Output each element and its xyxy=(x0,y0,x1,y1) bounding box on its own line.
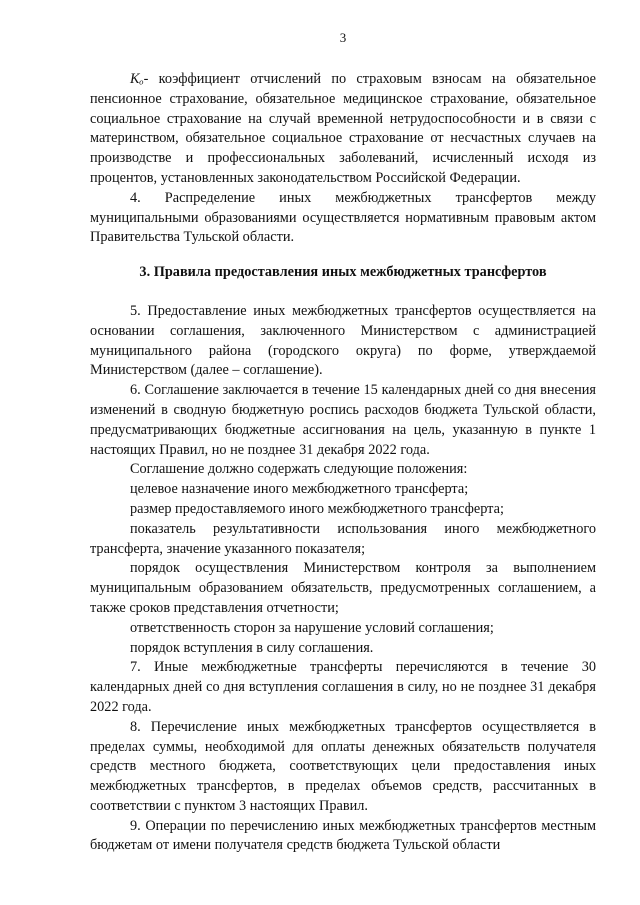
paragraph-7: 7. Иные межбюджетные трансферты перечисляются в течение 30 календарных дней со дня вступления соглашения в силу, но не позднее 31 декабря 2022 года. xyxy=(90,659,596,715)
paragraph-5: 5. Предоставление иных межбюджетных трансфертов осуществляется на основании соглашения, заключенного Министерством с администрацией муниципального района (городского округа) по форме, утверждаемой Министерством (далее – соглашение). xyxy=(90,302,596,379)
section-heading: 3. Правила предоставления иных межбюджетных трансфертов xyxy=(139,264,547,281)
paragraph-4: 4. Распределение иных межбюджетных трансфертов между муниципальными образованиями осуществляется нормативным правовым актом Правительства Тульской области. xyxy=(90,189,596,246)
paragraph-8: 8. Перечисление иных межбюджетных трансфертов осуществляется в пределах суммы, необходимой для оплаты денежных обязательств получателя средств местного бюджета, соответствующих цели предоставления иных межбюджетных трансфертов, в пределах объемов средств, рассчитанных в соответствии с пунктом 3 настоящих Правил. xyxy=(90,718,596,814)
coefficient-text: - коэффициент отчислений по страховым взносам на обязательное пенсионное страхование, обязательное медицинское страхование, обязательное социальное страхование на случай временной нетрудоспособности и в связи с материнством, обязательное социальное страхование от несчастных случаев на производстве и профессиональных заболеваний, исчисленный исходя из процентов, установленных законодательством Российской Федерации. xyxy=(90,71,596,186)
agreement-list-item: порядок вступления в силу соглашения. xyxy=(130,639,374,656)
agreement-list-intro: Соглашение должно содержать следующие положения: xyxy=(130,461,468,478)
agreement-list-item: целевое назначение иного межбюджетного трансферта; xyxy=(130,481,469,498)
document-page xyxy=(90,30,596,856)
page-number: 3 xyxy=(339,30,347,45)
agreement-list-item: показатель результативности использования иного межбюджетного трансферта, значение указанного показателя; xyxy=(90,520,596,557)
coefficient-symbol: Kₒ xyxy=(130,71,144,87)
agreement-list-item: ответственность сторон за нарушение условий соглашения; xyxy=(130,619,494,636)
agreement-list-item: размер предоставляемого иного межбюджетного трансферта; xyxy=(130,500,504,517)
paragraph-6: 6. Соглашение заключается в течение 15 календарных дней со дня внесения изменений в сводную бюджетную роспись расходов бюджета Тульской области, предусматривающих бюджетные ассигнования на цель, указанную в пункте 1 настоящих Правил, но не позднее 31 декабря 2022 года. xyxy=(90,382,596,458)
agreement-list-item: порядок осуществления Министерством контроля за выполнением муниципальным образованием обязательств, предусмотренных соглашением, а также сроков представления отчетности; xyxy=(90,560,596,616)
coefficient-paragraph xyxy=(90,70,596,189)
paragraph-9: 9. Операции по перечислению иных межбюджетных трансфертов местным бюджетам от имени получателя средств бюджета Тульской области xyxy=(90,817,596,854)
